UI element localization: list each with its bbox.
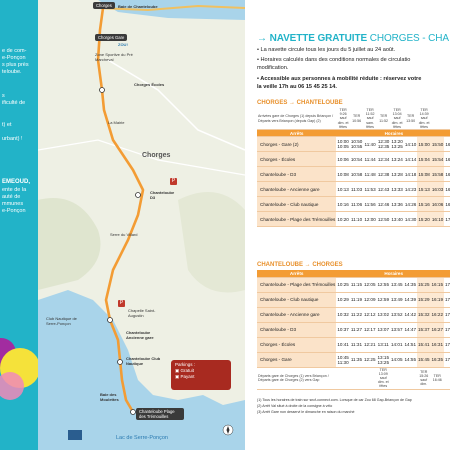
time-cell: 15:25 bbox=[417, 277, 431, 292]
compass-icon bbox=[223, 425, 233, 435]
time-cell: 14:10 bbox=[404, 137, 418, 152]
stop-name: Chanteloube - Plage des Trémouilles bbox=[257, 277, 336, 292]
zou-logo: ZOU! bbox=[118, 42, 128, 47]
train-info-cell: TER 11:52 bbox=[377, 108, 391, 130]
page-title bbox=[257, 33, 449, 44]
time-cell: 13:02 bbox=[377, 307, 391, 322]
time-cell: 10:29 bbox=[336, 292, 350, 307]
left-text-line: urbant) ! bbox=[2, 136, 23, 142]
left-text-line: s bbox=[2, 93, 5, 99]
train-info-cell: TER 13:04 sauf dim. et fêtes bbox=[391, 108, 403, 129]
time-cell: 14:30 bbox=[404, 212, 418, 227]
route-map bbox=[38, 0, 245, 450]
left-text-line: e de com- bbox=[2, 48, 27, 54]
time-cell: 12:12 bbox=[363, 307, 377, 322]
time-cell: 13:36 bbox=[390, 197, 404, 212]
bay-shape bbox=[98, 0, 245, 20]
time-cell: 15:04 bbox=[417, 152, 431, 167]
time-cell: 16 bbox=[444, 152, 450, 167]
timetable-return bbox=[257, 270, 450, 390]
time-cell: 10:50 10:55 bbox=[350, 137, 364, 152]
section-chanteloube-chorges: CHANTELOUBE → CHORGES bbox=[257, 262, 343, 268]
time-cell: 10:20 bbox=[336, 212, 350, 227]
train-info-cell: TER 16:46 bbox=[431, 367, 445, 389]
time-cell: 15:08 bbox=[417, 167, 431, 182]
time-cell: 17 bbox=[444, 292, 450, 307]
time-cell: 12:50 bbox=[377, 212, 391, 227]
time-cell: 12:00 bbox=[363, 212, 377, 227]
time-cell: 11:44 bbox=[363, 152, 377, 167]
section-chorges-chanteloube: CHORGES → CHANTELOUBE bbox=[257, 100, 343, 106]
time-cell: 15:45 bbox=[417, 352, 431, 367]
time-cell: 10:16 bbox=[336, 197, 350, 212]
time-cell: 10:00 10:05 bbox=[336, 137, 350, 152]
time-cell: 10:37 bbox=[336, 322, 350, 337]
time-cell: 16:22 bbox=[431, 307, 445, 322]
time-cell: 13:11 bbox=[377, 337, 391, 352]
table-row bbox=[257, 182, 450, 197]
left-text-line: ente de la bbox=[2, 187, 27, 193]
time-cell: 13:15 13:25 bbox=[377, 352, 391, 367]
parking-gratuit-label: Gratuit bbox=[180, 368, 195, 373]
map-label-serre: Serre du Villard bbox=[110, 232, 138, 237]
map-label-chorges-gare: Chorges Gare bbox=[95, 34, 127, 41]
train-info-label: Départs gare de Chorges (1) vers Briançon / Départs gare de Chorges (2) vers Gap bbox=[257, 367, 336, 389]
train-info-cell: TER 10:56 bbox=[350, 108, 364, 130]
time-cell: 14:42 bbox=[404, 307, 418, 322]
header-times: Horaires bbox=[336, 130, 450, 137]
stop-name: Chorges - Écoles bbox=[257, 152, 336, 167]
time-cell: 11:35 bbox=[350, 352, 363, 367]
title-prefix: → NAVETTE GRATUITE bbox=[257, 33, 370, 44]
table-row bbox=[257, 352, 450, 367]
time-cell: 16 bbox=[444, 137, 450, 152]
time-cell: 14:14 bbox=[404, 152, 418, 167]
time-cell: 15:32 bbox=[417, 307, 431, 322]
table-header bbox=[257, 270, 450, 277]
time-cell: 13:07 bbox=[377, 322, 391, 337]
map-label-baie: Baie de Chanteloube bbox=[118, 4, 158, 9]
time-cell: 11:19 bbox=[350, 292, 363, 307]
train-info-cell: TER 15:26 sauf dim. bbox=[417, 367, 431, 389]
map-label-chorges-ecoles: Chorges Écoles bbox=[134, 82, 165, 87]
time-cell: 13:49 bbox=[390, 292, 404, 307]
time-cell: 14:39 bbox=[404, 292, 418, 307]
left-text-line: e-Ponçon bbox=[2, 55, 26, 61]
left-text-line: s plus près bbox=[2, 62, 29, 68]
header-stops: Arrêts bbox=[257, 270, 336, 277]
time-cell: 15:41 bbox=[417, 337, 431, 352]
road bbox=[108, 60, 245, 150]
time-cell: 16 bbox=[444, 167, 450, 182]
header-times: Horaires bbox=[336, 270, 450, 277]
map-label-chorges-top: Chorges bbox=[93, 2, 115, 9]
map-label-baie-moulettes: Baie des Moulettes bbox=[100, 392, 119, 402]
time-cell: 14:47 bbox=[404, 322, 418, 337]
logo-mark bbox=[68, 430, 82, 440]
stop-name: Chanteloube - Club nautique bbox=[257, 197, 336, 212]
left-text-line: e-Ponçon bbox=[2, 208, 26, 214]
time-cell: 12:21 bbox=[363, 337, 377, 352]
time-cell: 15:13 bbox=[417, 182, 431, 197]
time-cell: 15:50 bbox=[431, 137, 445, 152]
map-label-club-nautique: Club Nautique de Serre-Ponçon bbox=[46, 316, 77, 326]
time-cell: 16:06 bbox=[431, 197, 445, 212]
time-cell: 16:15 bbox=[431, 277, 445, 292]
time-cell: 12:05 bbox=[363, 277, 377, 292]
time-cell: 10:13 bbox=[336, 182, 350, 197]
time-cell: 10:41 bbox=[336, 337, 350, 352]
left-text-line: t) et bbox=[2, 122, 12, 128]
stop-name: Chanteloube - Ancienne gare bbox=[257, 182, 336, 197]
time-cell: 10:54 bbox=[350, 152, 364, 167]
train-info-label: Arrivées gare de Chorges (1) depuis Briançon / Départs vers Briançon (depuis Gap) (2) bbox=[257, 108, 336, 130]
time-cell: 12:30 12:35 bbox=[377, 137, 391, 152]
table-row bbox=[257, 152, 450, 167]
time-cell: 17 bbox=[444, 307, 450, 322]
train-info-row bbox=[257, 367, 450, 389]
time-cell: 13:33 bbox=[390, 182, 404, 197]
time-cell: 11:40 bbox=[363, 137, 377, 152]
time-cell: 12:55 bbox=[377, 277, 391, 292]
time-cell: 14:35 bbox=[404, 277, 418, 292]
map-label-chapelle: Chapelle Saint-Augustin bbox=[128, 308, 156, 318]
map-label-club: Chanteloube Club Nautique bbox=[126, 356, 161, 366]
timetable-outbound bbox=[257, 108, 450, 227]
stop-marker bbox=[108, 318, 113, 323]
time-cell: 17 bbox=[444, 277, 450, 292]
train-info-cell: TER 13:50 bbox=[404, 108, 418, 130]
train-info-cell bbox=[444, 108, 450, 130]
time-cell: 17 bbox=[444, 352, 450, 367]
map-label-chorges-town: Chorges bbox=[142, 152, 171, 159]
time-cell: 12:43 bbox=[377, 182, 391, 197]
time-cell: 12:46 bbox=[377, 197, 391, 212]
parking-payant-label: Payant bbox=[180, 374, 195, 379]
poi-icon: P bbox=[119, 300, 124, 306]
time-cell: 10:58 bbox=[350, 167, 364, 182]
time-cell: 16:19 bbox=[431, 292, 445, 307]
time-cell: 13:24 bbox=[390, 152, 404, 167]
time-cell: 14:01 bbox=[390, 337, 404, 352]
table-row bbox=[257, 277, 450, 292]
table-row bbox=[257, 137, 450, 152]
time-cell: 13:28 bbox=[390, 167, 404, 182]
bullet-2b: modification. bbox=[257, 65, 289, 71]
time-cell: 12:25 bbox=[363, 352, 377, 367]
timetable-document bbox=[245, 0, 450, 450]
time-cell: 15:54 bbox=[431, 152, 445, 167]
time-cell: 16:10 bbox=[431, 212, 445, 227]
table-row bbox=[257, 167, 450, 182]
stop-name: Chanteloube - D3 bbox=[257, 322, 336, 337]
time-cell: 12:17 bbox=[363, 322, 377, 337]
time-cell: 12:09 bbox=[363, 292, 377, 307]
time-cell: 16 bbox=[444, 197, 450, 212]
time-cell: 12:59 bbox=[377, 292, 391, 307]
map-label-chanteloube-d3: Chanteloube D3 bbox=[150, 190, 175, 200]
bullet-3: • Accessible aux personnes à mobilité réduite : réservez votre bbox=[257, 76, 422, 82]
time-cell: 17 bbox=[444, 212, 450, 227]
time-cell: 14:05 bbox=[390, 352, 404, 367]
table-row bbox=[257, 212, 450, 227]
table-row bbox=[257, 322, 450, 337]
left-text-line: EMEOUD, bbox=[2, 179, 31, 185]
table-row bbox=[257, 292, 450, 307]
time-cell: 17 bbox=[444, 337, 450, 352]
train-info-cell bbox=[390, 367, 404, 389]
time-cell: 14:26 bbox=[404, 197, 418, 212]
time-cell: 11:06 bbox=[350, 197, 364, 212]
train-info-cell bbox=[350, 367, 363, 389]
time-cell: 11:22 bbox=[350, 307, 363, 322]
map-label-lac: Lac de Serre-Ponçon bbox=[116, 435, 168, 441]
map-label-mairie: La Mairie bbox=[108, 120, 125, 125]
time-cell: 13:52 bbox=[390, 307, 404, 322]
time-cell: 16:03 bbox=[431, 182, 445, 197]
footnote: (2) Arrêt Val situé à droite de la consigne à vélo bbox=[257, 404, 333, 408]
title-rest: CHORGES - CHA bbox=[369, 33, 449, 44]
map-label-ancienne-gare: Chanteloube Ancienne gare bbox=[126, 330, 154, 340]
table-row bbox=[257, 197, 450, 212]
train-info-row bbox=[257, 108, 450, 130]
time-cell: 11:10 bbox=[350, 212, 364, 227]
train-info-cell: TER 11:52 sauf sam. fêtes bbox=[363, 108, 377, 130]
stop-name: Chanteloube - Plage des Trémouilles bbox=[257, 212, 336, 227]
time-cell: 14:18 bbox=[404, 167, 418, 182]
train-info-cell bbox=[336, 367, 350, 389]
stop-marker bbox=[118, 360, 123, 365]
bullet-2: • Horaires calculés dans des conditions normales de circulatio bbox=[257, 57, 411, 63]
poi-icon: P bbox=[171, 178, 176, 184]
time-cell: 14:51 bbox=[404, 337, 418, 352]
train-info-cell: TER 13:09 sauf dim. et fêtes bbox=[377, 367, 389, 389]
train-info-cell bbox=[444, 367, 450, 389]
parking-title: Parkings : bbox=[175, 362, 196, 367]
decor-circle-pink bbox=[0, 372, 24, 400]
parking-payant: ▣ Payant bbox=[175, 374, 195, 379]
time-cell: 14:55 bbox=[404, 352, 418, 367]
left-text-line: auté de bbox=[2, 194, 21, 200]
train-info-cell: TER 9:26 sauf dim. et fêtes bbox=[337, 108, 349, 129]
time-cell: 11:31 bbox=[350, 337, 363, 352]
time-cell: 15:29 bbox=[417, 292, 431, 307]
time-cell: 15:16 bbox=[417, 197, 431, 212]
table-row bbox=[257, 337, 450, 352]
time-cell: 13:45 bbox=[390, 277, 404, 292]
time-cell: 11:56 bbox=[363, 197, 377, 212]
parking-legend bbox=[171, 360, 231, 390]
stop-name: Chanteloube - Club nautique bbox=[257, 292, 336, 307]
train-info-cell bbox=[431, 108, 445, 130]
time-cell: 10:25 bbox=[336, 277, 350, 292]
stop-marker bbox=[100, 88, 105, 93]
stop-name: Chorges - Gare (2) bbox=[257, 137, 336, 152]
time-cell: 15:58 bbox=[431, 167, 445, 182]
time-cell: 15:37 bbox=[417, 322, 431, 337]
time-cell: 15:00 bbox=[417, 137, 431, 152]
train-info-cell bbox=[363, 367, 377, 389]
time-cell: 10:08 bbox=[336, 167, 350, 182]
time-cell: 13:20 13:25 bbox=[390, 137, 404, 152]
time-cell: 11:27 bbox=[350, 322, 363, 337]
footnote: (3) Arrêt Gare non desservi le dimanche en raison du marché bbox=[257, 410, 355, 414]
train-info-cell: TER 14:39 sauf dim. et fêtes bbox=[418, 108, 430, 129]
bullet-3b: la veille 17h au 06 15 45 25 14. bbox=[257, 84, 337, 90]
left-text-line: ificulté de bbox=[2, 100, 26, 106]
train-info-cell bbox=[404, 367, 418, 389]
time-cell: 11:15 bbox=[350, 277, 363, 292]
time-cell: 16:35 bbox=[431, 352, 445, 367]
time-cell: 12:38 bbox=[377, 167, 391, 182]
time-cell: 11:48 bbox=[363, 167, 377, 182]
stop-marker bbox=[136, 193, 141, 198]
stop-name: Chorges - Gare bbox=[257, 352, 336, 367]
time-cell: 10:45 11:30 bbox=[336, 352, 350, 367]
time-cell: 13:40 bbox=[390, 212, 404, 227]
left-info-panel bbox=[0, 0, 38, 450]
time-cell: 11:03 bbox=[350, 182, 364, 197]
time-cell: 16:31 bbox=[431, 337, 445, 352]
time-cell: 11:53 bbox=[363, 182, 377, 197]
time-cell: 15:20 bbox=[417, 212, 431, 227]
relief-area bbox=[178, 192, 245, 293]
stop-name: Chanteloube - Ancienne gare bbox=[257, 307, 336, 322]
table-row bbox=[257, 307, 450, 322]
footnote: (1) Tous les horaires de train sur sncf-connect.com. Lorsque de car Zou 68 Gap-Briançon de Gap bbox=[257, 398, 412, 402]
time-cell: 17 bbox=[444, 322, 450, 337]
header-stops: Arrêts bbox=[257, 130, 336, 137]
stop-name: Chorges - Écoles bbox=[257, 337, 336, 352]
left-text-line: mmunes bbox=[2, 201, 24, 207]
map-label-zone-sportive: Zone Sportive du Pré Marcheval bbox=[95, 52, 133, 62]
time-cell: 10:32 bbox=[336, 307, 350, 322]
map-label-tremouilles: Chanteloube Plage des Trémouilles bbox=[136, 408, 184, 420]
relief-area bbox=[38, 198, 101, 290]
time-cell: 14:23 bbox=[404, 182, 418, 197]
bullet-1: • La navette circule tous les jours du 5 juillet au 24 août. bbox=[257, 47, 396, 53]
stop-name: Chanteloube - D3 bbox=[257, 167, 336, 182]
table-header bbox=[257, 130, 450, 137]
time-cell: 13:57 bbox=[390, 322, 404, 337]
time-cell: 16 bbox=[444, 182, 450, 197]
parking-gratuit: ▣ Gratuit bbox=[175, 368, 195, 373]
time-cell: 12:34 bbox=[377, 152, 391, 167]
time-cell: 10:06 bbox=[336, 152, 350, 167]
stop-marker bbox=[131, 410, 136, 415]
time-cell: 16:27 bbox=[431, 322, 445, 337]
left-text-line: teloube. bbox=[2, 69, 22, 75]
